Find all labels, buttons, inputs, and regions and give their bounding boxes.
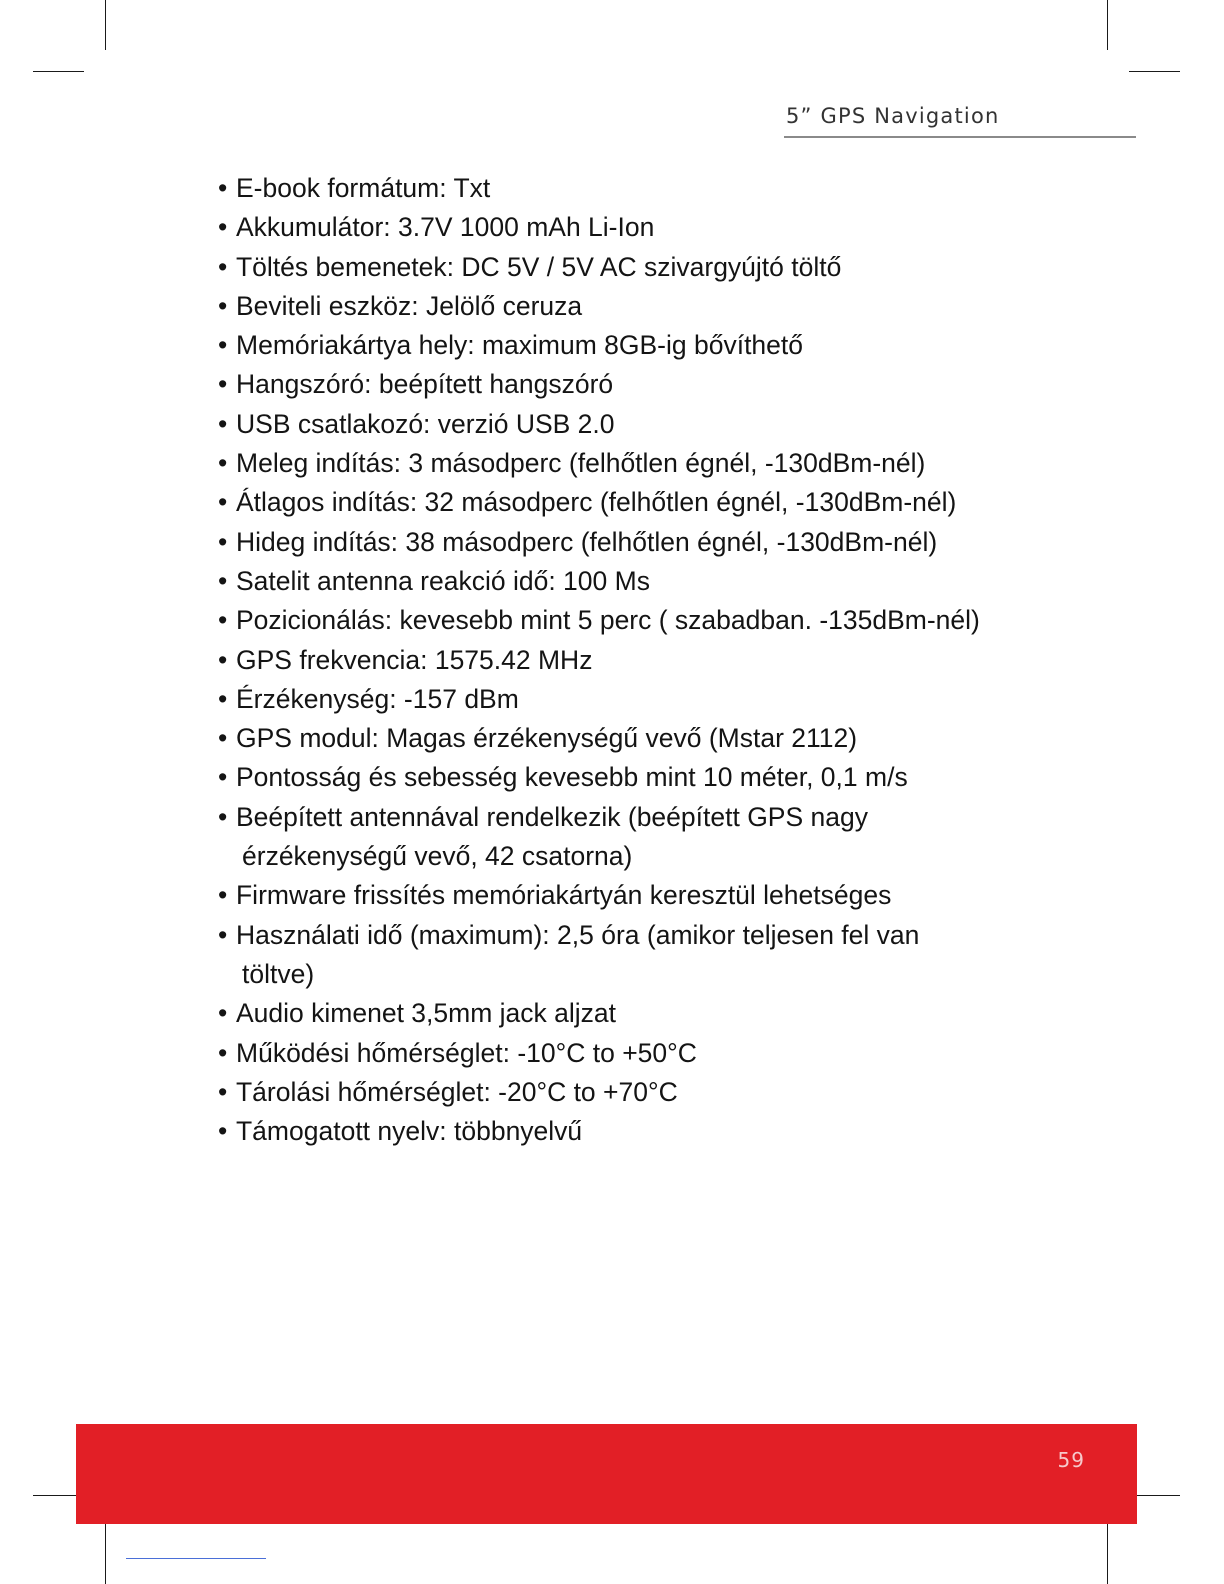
spec-text: Audio kimenet 3,5mm jack aljzat (236, 998, 616, 1029)
spec-list (218, 169, 1098, 1151)
crop-mark-top-left-vertical (105, 0, 106, 50)
spec-item (218, 248, 1098, 287)
bullet-icon: • (218, 683, 228, 714)
spec-item (218, 1112, 1098, 1151)
bullet-icon: • (218, 801, 228, 832)
spec-item (218, 798, 1098, 877)
spec-text: Hangszóró: beépített hangszóró (236, 369, 614, 400)
spec-text: GPS modul: Magas érzékenységű vevő (Mstar 2112) (236, 723, 858, 754)
bullet-icon: • (218, 290, 228, 321)
spec-item (218, 365, 1098, 404)
spec-item (218, 287, 1098, 326)
crop-mark-bottom-left-vertical (105, 1517, 106, 1584)
bullet-icon: • (218, 605, 228, 636)
bullet-icon: • (218, 1037, 228, 1068)
footer-bar (76, 1424, 1137, 1524)
spec-text: Firmware frissítés memóriakártyán keresztül lehetséges (236, 880, 892, 911)
spec-item (218, 719, 1098, 758)
spec-text: Memóriakártya hely: maximum 8GB-ig bővíthető (236, 330, 804, 361)
spec-text: Meleg indítás: 3 másodperc (felhőtlen égnél, -130dBm-nél) (236, 448, 926, 479)
spec-item (218, 326, 1098, 365)
spec-item (218, 523, 1098, 562)
bullet-icon: • (218, 330, 228, 361)
spec-text-continuation: töltve) (242, 958, 315, 989)
spec-item (218, 916, 1098, 995)
bullet-icon: • (218, 998, 228, 1029)
spec-item (218, 1034, 1098, 1073)
header-divider (784, 136, 1136, 138)
spec-text: Tárolási hőmérséglet: -20°C to +70°C (236, 1076, 678, 1107)
spec-text: Töltés bemenetek: DC 5V / 5V AC szivargyújtó töltő (236, 251, 842, 282)
crop-mark-top-right-vertical (1107, 0, 1108, 50)
spec-item (218, 208, 1098, 247)
bullet-icon: • (218, 644, 228, 675)
bullet-icon: • (218, 369, 228, 400)
spec-item (218, 758, 1098, 797)
spec-item (218, 601, 1098, 640)
spec-text: Beépített antennával rendelkezik (beépített GPS nagy (236, 801, 868, 832)
crop-mark-bottom-right-vertical (1107, 1517, 1108, 1584)
bullet-icon: • (218, 723, 228, 754)
bottom-underline (126, 1558, 266, 1559)
page-number: 59 (1057, 1448, 1085, 1472)
bullet-icon: • (218, 408, 228, 439)
bullet-icon: • (218, 880, 228, 911)
bullet-icon: • (218, 919, 228, 950)
spec-text: Érzékenység: -157 dBm (236, 683, 519, 714)
bullet-icon: • (218, 251, 228, 282)
spec-text: Átlagos indítás: 32 másodperc (felhőtlen égnél, -130dBm-nél) (236, 487, 957, 518)
spec-text-continuation: érzékenységű vevő, 42 csatorna) (242, 841, 633, 872)
bullet-icon: • (218, 565, 228, 596)
bullet-icon: • (218, 1116, 228, 1147)
crop-mark-top-right-horizontal (1129, 71, 1180, 72)
bullet-icon: • (218, 762, 228, 793)
bullet-icon: • (218, 526, 228, 557)
spec-text: Satelit antenna reakció idő: 100 Ms (236, 565, 650, 596)
spec-text: Támogatott nyelv: többnyelvű (236, 1116, 583, 1147)
bullet-icon: • (218, 212, 228, 243)
spec-text: Beviteli eszköz: Jelölő ceruza (236, 290, 583, 321)
crop-mark-top-left-horizontal (33, 71, 84, 72)
bullet-icon: • (218, 448, 228, 479)
spec-item (218, 994, 1098, 1033)
spec-text: Hideg indítás: 38 másodperc (felhőtlen égnél, -130dBm-nél) (236, 526, 938, 557)
spec-text: Használati idő (maximum): 2,5 óra (amikor teljesen fel van (236, 919, 920, 950)
spec-item (218, 876, 1098, 915)
spec-item (218, 641, 1098, 680)
spec-item (218, 680, 1098, 719)
page-header-title: 5” GPS Navigation (786, 104, 1000, 128)
spec-item (218, 405, 1098, 444)
spec-text: GPS frekvencia: 1575.42 MHz (236, 644, 593, 675)
spec-item (218, 562, 1098, 601)
bullet-icon: • (218, 487, 228, 518)
spec-text: Pozicionálás: kevesebb mint 5 perc ( szabadban. -135dBm-nél) (236, 605, 980, 636)
spec-text: E-book formátum: Txt (236, 173, 491, 203)
spec-text: Akkumulátor: 3.7V 1000 mAh Li-Ion (236, 212, 655, 243)
spec-item (218, 1073, 1098, 1112)
bullet-icon: • (218, 1076, 228, 1107)
spec-text: Működési hőmérséglet: -10°C to +50°C (236, 1037, 697, 1068)
bullet-icon: • (218, 173, 228, 203)
spec-item (218, 169, 1098, 208)
spec-item (218, 483, 1098, 522)
spec-text: USB csatlakozó: verzió USB 2.0 (236, 408, 615, 439)
spec-item (218, 444, 1098, 483)
spec-text: Pontosság és sebesség kevesebb mint 10 méter, 0,1 m/s (236, 762, 908, 793)
